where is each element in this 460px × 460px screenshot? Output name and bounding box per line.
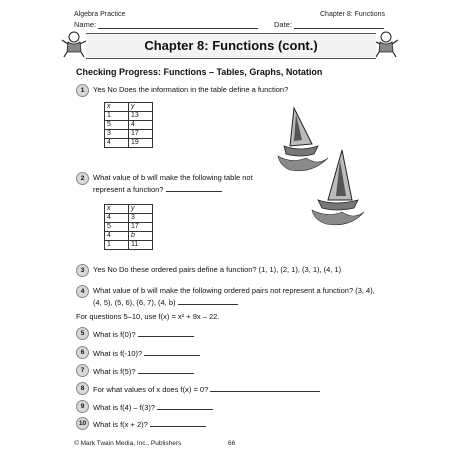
sailboats-illustration <box>272 100 372 240</box>
name-label: Name: <box>74 20 97 29</box>
book-title: Algebra Practice <box>74 11 126 18</box>
table-cell: 17 <box>129 223 153 232</box>
question-number-10: 10 <box>76 417 89 430</box>
question-10-text: What is f(x + 2)? <box>93 420 148 429</box>
question-3-text: Yes No Do these ordered pairs define a function? (1, 1), (2, 1), (3, 1), (4, 1) <box>93 265 342 274</box>
table-cell: 3 <box>129 214 153 223</box>
question-number-6: 6 <box>76 346 89 359</box>
table-header-row <box>105 205 153 214</box>
question-10-row <box>93 418 206 430</box>
answer-line-5[interactable] <box>138 328 194 337</box>
answer-line-8[interactable] <box>210 383 320 392</box>
question-number-1: 1 <box>76 84 89 97</box>
name-line <box>98 28 258 29</box>
table-cell: 5 <box>105 121 129 130</box>
table-header-x: x <box>105 103 129 112</box>
page-title: Chapter 8: Functions (cont.) <box>144 38 318 53</box>
table-header-y: y <box>129 103 153 112</box>
publisher-credit: © Mark Twain Media, Inc., Publishers <box>74 440 182 447</box>
table-cell: b <box>129 232 153 241</box>
question-1-text: Yes No Does the information in the table define a function? <box>93 85 289 94</box>
answer-line-10[interactable] <box>150 418 206 427</box>
table-cell: 5 <box>105 223 129 232</box>
table-row <box>105 223 153 232</box>
title-band <box>86 33 376 59</box>
instruction-text: For questions 5–10, use f(x) = x² + 9x – 22. <box>76 312 220 321</box>
date-field[interactable] <box>274 20 384 29</box>
table-cell: 4 <box>105 139 129 148</box>
table-row <box>105 232 153 241</box>
name-field[interactable] <box>74 20 258 29</box>
answer-line-9[interactable] <box>157 401 213 410</box>
table-header-x: x <box>105 205 129 214</box>
page-number: 66 <box>228 440 236 447</box>
function-table-1 <box>104 102 153 148</box>
question-number-3: 3 <box>76 264 89 277</box>
question-4-text-line2 <box>93 296 238 308</box>
table-row <box>105 139 153 148</box>
date-label: Date: <box>274 20 292 29</box>
question-5-text: What is f(0)? <box>93 330 136 339</box>
question-4-text-cont: (4, 5), (5, 6), (6, 7), (4, b) <box>93 298 176 307</box>
table-row <box>105 214 153 223</box>
question-7-row <box>93 365 194 377</box>
left-mascot-icon <box>60 30 88 58</box>
function-table-2 <box>104 204 153 250</box>
question-number-5: 5 <box>76 327 89 340</box>
table-header-row <box>105 103 153 112</box>
question-6-text: What is f(-10)? <box>93 349 143 358</box>
question-number-8: 8 <box>76 382 89 395</box>
table-row <box>105 130 153 139</box>
chapter-label: Chapter 8: Functions <box>320 11 385 18</box>
table-cell: 19 <box>129 139 153 148</box>
table-cell: 3 <box>105 130 129 139</box>
table-cell: 11 <box>129 241 153 250</box>
question-2-text-line2 <box>93 183 222 195</box>
table-cell: 4 <box>105 232 129 241</box>
section-title: Checking Progress: Functions – Tables, Graphs, Notation <box>76 67 323 77</box>
table-row <box>105 112 153 121</box>
question-number-4: 4 <box>76 285 89 298</box>
table-row <box>105 241 153 250</box>
question-number-2: 2 <box>76 172 89 185</box>
question-8-text: For what values of x does f(x) = 0? <box>93 385 209 394</box>
answer-line-7[interactable] <box>138 365 194 374</box>
table-cell: 17 <box>129 130 153 139</box>
answer-line-4[interactable] <box>178 296 238 305</box>
question-9-row <box>93 401 213 413</box>
question-4-text: What value of b will make the following ordered pairs not represent a function? (3, 4), <box>93 286 375 295</box>
table-cell: 1 <box>105 241 129 250</box>
right-mascot-icon <box>372 30 400 58</box>
question-6-row <box>93 347 200 359</box>
question-2-text: What value of b will make the following table not <box>93 173 253 182</box>
table-cell: 1 <box>105 112 129 121</box>
answer-line-6[interactable] <box>144 347 200 356</box>
question-7-text: What is f(5)? <box>93 367 136 376</box>
question-2-text-cont: represent a function? <box>93 185 164 194</box>
table-row <box>105 121 153 130</box>
table-cell: 4 <box>129 121 153 130</box>
date-line <box>294 28 384 29</box>
question-5-row <box>93 328 194 340</box>
table-cell: 13 <box>129 112 153 121</box>
answer-line-2[interactable] <box>166 183 222 192</box>
table-cell: 4 <box>105 214 129 223</box>
question-8-row <box>93 383 320 395</box>
question-9-text: What is f(4) – f(3)? <box>93 403 156 412</box>
question-number-9: 9 <box>76 400 89 413</box>
table-header-y: y <box>129 205 153 214</box>
question-number-7: 7 <box>76 364 89 377</box>
